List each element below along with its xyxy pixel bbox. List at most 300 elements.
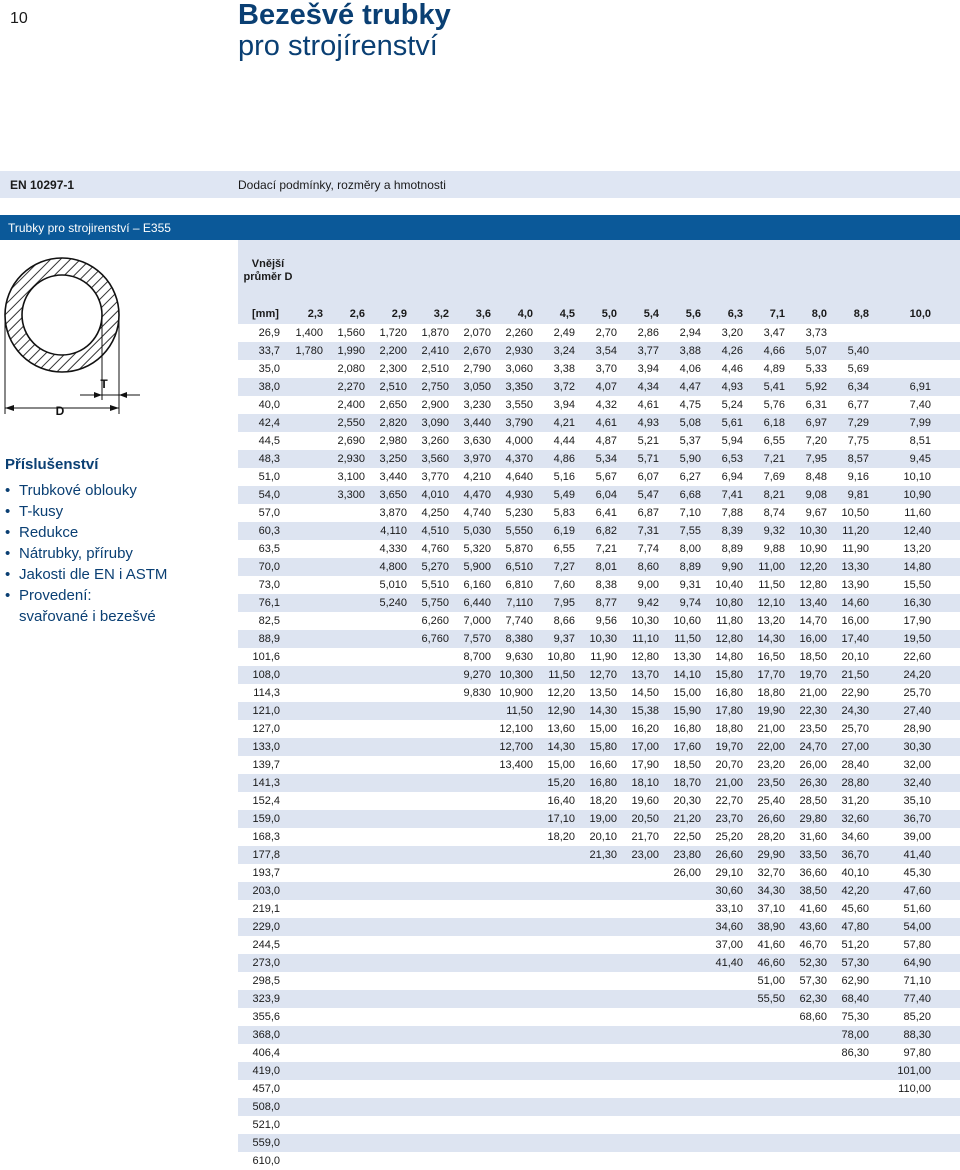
- weight-cell: 15,90: [673, 705, 701, 717]
- weight-cell: 85,20: [903, 1011, 931, 1023]
- weight-cell: 47,80: [841, 921, 869, 933]
- outer-diameter-cell: 159,0: [252, 813, 280, 825]
- header-wall-thickness: 5,4: [643, 308, 659, 320]
- weight-cell: 4,930: [505, 489, 533, 501]
- table-row: [238, 522, 960, 540]
- weight-cell: 4,800: [379, 561, 407, 573]
- table-row: [238, 684, 960, 702]
- weight-cell: 36,70: [903, 813, 931, 825]
- weight-cell: 15,20: [547, 777, 575, 789]
- weight-cell: 2,86: [637, 327, 659, 339]
- weight-cell: 5,71: [637, 453, 659, 465]
- weight-cell: 17,60: [673, 741, 701, 753]
- table-row: [238, 594, 960, 612]
- weight-cell: 42,20: [841, 885, 869, 897]
- weight-cell: 12,700: [499, 741, 533, 753]
- weight-cell: 4,93: [637, 417, 659, 429]
- outer-diameter-cell: 559,0: [252, 1137, 280, 1149]
- weight-cell: 3,440: [463, 417, 491, 429]
- weight-cell: 7,570: [463, 633, 491, 645]
- weight-cell: 34,60: [841, 831, 869, 843]
- weight-cell: 11,50: [674, 633, 701, 645]
- outer-diameter-cell: 108,0: [252, 669, 280, 681]
- weight-cell: 5,41: [763, 381, 785, 393]
- weight-cell: 15,50: [903, 579, 931, 591]
- weight-cell: 7,69: [763, 471, 785, 483]
- weight-cell: 8,57: [847, 453, 869, 465]
- outer-diameter-cell: 63,5: [258, 543, 280, 555]
- table-row: [238, 396, 960, 414]
- weight-cell: 19,60: [631, 795, 659, 807]
- table-row: [238, 936, 960, 954]
- weight-cell: 6,04: [595, 489, 617, 501]
- weight-cell: 5,33: [805, 363, 827, 375]
- outer-diameter-cell: 355,6: [252, 1011, 280, 1023]
- weight-cell: 2,650: [379, 399, 407, 411]
- weight-cell: 5,240: [379, 597, 407, 609]
- weight-cell: 57,80: [903, 939, 931, 951]
- weight-cell: 10,50: [841, 507, 869, 519]
- page-title: [238, 0, 451, 62]
- weight-cell: 1,780: [295, 345, 323, 357]
- outer-diameter-cell: 57,0: [258, 507, 280, 519]
- weight-cell: 6,55: [763, 435, 785, 447]
- outer-diameter-cell: 323,9: [252, 993, 280, 1005]
- weight-cell: 23,70: [715, 813, 743, 825]
- weight-cell: 10,900: [499, 687, 533, 699]
- weight-cell: 29,10: [715, 867, 743, 879]
- weight-cell: 5,900: [463, 561, 491, 573]
- weight-cell: 4,06: [679, 363, 701, 375]
- norm-bar: [0, 171, 960, 198]
- weight-cell: 2,900: [421, 399, 449, 411]
- weight-cell: 2,820: [379, 417, 407, 429]
- weight-cell: 6,77: [847, 399, 869, 411]
- outer-diameter-cell: 26,9: [258, 327, 280, 339]
- header-wall-thickness: 5,0: [601, 308, 617, 320]
- weight-cell: 25,20: [715, 831, 743, 843]
- weight-cell: 101,00: [897, 1065, 931, 1077]
- weight-cell: 9,81: [847, 489, 869, 501]
- table-row: [238, 1152, 960, 1170]
- weight-cell: 14,80: [903, 561, 931, 573]
- weight-cell: 2,750: [421, 381, 449, 393]
- outer-diameter-cell: 114,3: [253, 687, 280, 699]
- column-header-outer-diameter: [238, 258, 298, 284]
- weight-cell: 3,88: [679, 345, 701, 357]
- weight-cell: 3,73: [805, 327, 827, 339]
- weight-cell: 6,87: [637, 507, 659, 519]
- weight-cell: 9,16: [847, 471, 869, 483]
- weight-cell: 17,10: [547, 813, 575, 825]
- weight-cell: 5,510: [421, 579, 449, 591]
- table-row: [238, 324, 960, 342]
- weight-cell: 32,60: [841, 813, 869, 825]
- weight-cell: 14,10: [673, 669, 701, 681]
- weight-cell: 8,01: [595, 561, 617, 573]
- header-wall-thickness: 8,0: [811, 308, 827, 320]
- table-row: [238, 630, 960, 648]
- weight-cell: 25,70: [903, 687, 931, 699]
- weight-cell: 2,690: [337, 435, 365, 447]
- outer-diameter-cell: 521,0: [252, 1119, 280, 1131]
- weight-cell: 9,88: [763, 543, 785, 555]
- weight-cell: 4,87: [595, 435, 617, 447]
- weight-cell: 22,00: [757, 741, 785, 753]
- header-wall-thickness: 3,2: [433, 308, 449, 320]
- weight-cell: 21,70: [631, 831, 659, 843]
- weight-cell: 5,24: [721, 399, 743, 411]
- weight-cell: 18,80: [757, 687, 785, 699]
- weight-cell: 31,20: [841, 795, 869, 807]
- table-row: [238, 360, 960, 378]
- weight-cell: 38,50: [799, 885, 827, 897]
- section-title: Trubky pro strojirenství – E355: [8, 221, 171, 235]
- list-item: • Redukce: [5, 522, 167, 543]
- weight-cell: 5,40: [847, 345, 869, 357]
- weight-cell: 17,70: [757, 669, 785, 681]
- weight-cell: 5,69: [847, 363, 869, 375]
- label-d: D: [55, 404, 65, 418]
- outer-diameter-cell: 177,8: [252, 849, 280, 861]
- weight-cell: 7,88: [721, 507, 743, 519]
- weight-cell: 11,90: [842, 543, 869, 555]
- weight-cell: 16,20: [631, 723, 659, 735]
- weight-cell: 43,60: [799, 921, 827, 933]
- weight-cell: 7,20: [805, 435, 827, 447]
- weight-cell: 3,970: [463, 453, 491, 465]
- weight-cell: 8,77: [595, 597, 617, 609]
- weight-cell: 6,510: [505, 561, 533, 573]
- weight-cell: 5,67: [595, 471, 617, 483]
- weight-cell: 110,00: [898, 1083, 931, 1095]
- weight-cell: 13,60: [547, 723, 575, 735]
- weight-cell: 6,07: [637, 471, 659, 483]
- weight-cell: 4,370: [505, 453, 533, 465]
- weight-cell: 31,60: [799, 831, 827, 843]
- weight-cell: 3,230: [463, 399, 491, 411]
- weight-cell: 4,250: [421, 507, 449, 519]
- outer-diameter-cell: 40,0: [258, 399, 280, 411]
- weight-cell: 29,80: [799, 813, 827, 825]
- weight-cell: 8,39: [721, 525, 743, 537]
- table-row: [238, 540, 960, 558]
- weight-cell: 88,30: [903, 1029, 931, 1041]
- weight-cell: 2,94: [679, 327, 701, 339]
- weight-cell: 33,50: [799, 849, 827, 861]
- left-panel: [0, 240, 232, 1170]
- weight-cell: 25,70: [841, 723, 869, 735]
- weight-cell: 4,89: [763, 363, 785, 375]
- table-row: [238, 720, 960, 738]
- weight-cell: 30,30: [903, 741, 931, 753]
- weight-cell: 33,10: [715, 903, 743, 915]
- weight-cell: 15,00: [673, 687, 701, 699]
- table-row: [238, 612, 960, 630]
- weight-cell: 14,70: [799, 615, 827, 627]
- table-row: [238, 918, 960, 936]
- accessories-title: Příslušenství: [5, 456, 99, 473]
- weight-cell: 7,740: [505, 615, 533, 627]
- weight-cell: 11,80: [716, 615, 743, 627]
- weight-cell: 64,90: [903, 957, 931, 969]
- weight-cell: 9,32: [763, 525, 785, 537]
- weight-cell: 11,50: [758, 579, 785, 591]
- weight-cell: 8,60: [637, 561, 659, 573]
- outer-diameter-cell: 44,5: [258, 435, 280, 447]
- weight-cell: 23,00: [631, 849, 659, 861]
- weight-cell: 3,650: [379, 489, 407, 501]
- weight-cell: 9,90: [721, 561, 743, 573]
- weight-cell: 4,86: [553, 453, 575, 465]
- outer-diameter-cell: 38,0: [258, 381, 280, 393]
- table-row: [238, 558, 960, 576]
- weight-cell: 22,90: [841, 687, 869, 699]
- weight-cell: 9,31: [679, 579, 701, 591]
- weight-cell: 28,40: [841, 759, 869, 771]
- weight-cell: 6,160: [463, 579, 491, 591]
- weight-cell: 3,440: [379, 471, 407, 483]
- weight-cell: 32,40: [903, 777, 931, 789]
- weight-cell: 3,350: [505, 381, 533, 393]
- weight-cell: 18,20: [589, 795, 617, 807]
- weight-cell: 34,30: [757, 885, 785, 897]
- weight-cell: 9,42: [637, 597, 659, 609]
- weight-cell: 29,90: [757, 849, 785, 861]
- weight-cell: 7,40: [909, 399, 931, 411]
- weight-cell: 13,20: [903, 543, 931, 555]
- weight-cell: 12,80: [631, 651, 659, 663]
- weight-cell: 4,510: [421, 525, 449, 537]
- weight-cell: 4,010: [421, 489, 449, 501]
- outer-diameter-cell: 33,7: [258, 345, 280, 357]
- weight-cell: 6,18: [763, 417, 785, 429]
- outer-diameter-cell: 76,1: [258, 597, 280, 609]
- outer-diameter-cell: 42,4: [258, 417, 280, 429]
- weight-cell: 3,100: [337, 471, 365, 483]
- weight-cell: 8,21: [763, 489, 785, 501]
- outer-diameter-cell: 298,5: [252, 975, 280, 987]
- weight-cell: 24,30: [841, 705, 869, 717]
- table-row: [238, 1080, 960, 1098]
- weight-cell: 3,94: [553, 399, 575, 411]
- weight-cell: 26,00: [673, 867, 701, 879]
- table-row: [238, 468, 960, 486]
- weight-cell: 17,80: [715, 705, 743, 717]
- weight-cell: 11,50: [548, 669, 575, 681]
- weight-cell: 20,30: [673, 795, 701, 807]
- weight-cell: 11,90: [590, 651, 617, 663]
- weight-cell: 3,550: [505, 399, 533, 411]
- weight-cell: 10,90: [903, 489, 931, 501]
- weight-cell: 17,90: [903, 615, 931, 627]
- table-row: [238, 1062, 960, 1080]
- weight-cell: 2,930: [505, 345, 533, 357]
- weight-cell: 13,90: [841, 579, 869, 591]
- weight-cell: 5,37: [679, 435, 701, 447]
- outer-diameter-cell: 88,9: [258, 633, 280, 645]
- weight-cell: 19,90: [757, 705, 785, 717]
- table-row: [238, 648, 960, 666]
- weight-cell: 22,70: [715, 795, 743, 807]
- weight-cell: 7,95: [805, 453, 827, 465]
- weight-cell: 62,30: [799, 993, 827, 1005]
- weight-cell: 8,38: [595, 579, 617, 591]
- table-row: [238, 702, 960, 720]
- weight-cell: 2,930: [337, 453, 365, 465]
- weight-cell: 51,60: [903, 903, 931, 915]
- weight-cell: 27,00: [841, 741, 869, 753]
- weight-cell: 6,41: [595, 507, 617, 519]
- table-row: [238, 954, 960, 972]
- weight-cell: 7,95: [553, 597, 575, 609]
- weight-cell: 5,49: [553, 489, 575, 501]
- table-row: [238, 1026, 960, 1044]
- header-label-line-1: Vnější: [251, 258, 285, 270]
- weight-cell: 5,08: [679, 417, 701, 429]
- weight-cell: 2,70: [595, 327, 617, 339]
- weight-cell: 4,34: [637, 381, 659, 393]
- weight-cell: 18,80: [715, 723, 743, 735]
- weight-cell: 11,20: [842, 525, 869, 537]
- weight-cell: 6,760: [421, 633, 449, 645]
- outer-diameter-cell: 203,0: [252, 885, 280, 897]
- weight-cell: 14,30: [757, 633, 785, 645]
- weight-cell: 3,300: [337, 489, 365, 501]
- weight-cell: 7,31: [637, 525, 659, 537]
- outer-diameter-cell: 121,0: [252, 705, 280, 717]
- outer-diameter-cell: 141,3: [252, 777, 280, 789]
- weight-cell: 2,510: [421, 363, 449, 375]
- weight-cell: 46,70: [799, 939, 827, 951]
- weight-cell: 7,21: [763, 453, 785, 465]
- weight-cell: 35,10: [903, 795, 931, 807]
- weight-cell: 75,30: [841, 1011, 869, 1023]
- outer-diameter-cell: 133,0: [252, 741, 280, 753]
- weight-cell: 41,40: [715, 957, 743, 969]
- weight-cell: 18,70: [673, 777, 701, 789]
- list-item: • T-kusy: [5, 501, 167, 522]
- weight-cell: 26,30: [799, 777, 827, 789]
- weight-cell: 1,720: [379, 327, 407, 339]
- weight-cell: 11,00: [758, 561, 785, 573]
- table-row: [238, 486, 960, 504]
- outer-diameter-cell: 51,0: [258, 471, 280, 483]
- weight-cell: 12,40: [903, 525, 931, 537]
- weight-cell: 3,72: [553, 381, 575, 393]
- weight-cell: 97,80: [903, 1047, 931, 1059]
- weight-cell: 4,740: [463, 507, 491, 519]
- weight-cell: 16,30: [903, 597, 931, 609]
- weight-cell: 13,30: [841, 561, 869, 573]
- weight-cell: 7,21: [595, 543, 617, 555]
- weight-cell: 21,00: [757, 723, 785, 735]
- weight-cell: 21,50: [841, 669, 869, 681]
- weight-cell: 25,40: [757, 795, 785, 807]
- weight-cell: 4,46: [721, 363, 743, 375]
- outer-diameter-cell: 82,5: [258, 615, 280, 627]
- weight-cell: 4,44: [553, 435, 575, 447]
- weight-cell: 6,55: [553, 543, 575, 555]
- table-row: [238, 846, 960, 864]
- weight-cell: 21,00: [715, 777, 743, 789]
- weight-cell: 12,90: [547, 705, 575, 717]
- header-wall-thickness: 4,0: [517, 308, 533, 320]
- weight-cell: 8,89: [679, 561, 701, 573]
- weight-cell: 36,60: [799, 867, 827, 879]
- weight-cell: 7,000: [463, 615, 491, 627]
- weight-cell: 16,00: [841, 615, 869, 627]
- weight-cell: 2,080: [337, 363, 365, 375]
- table-row: [238, 342, 960, 360]
- table-row: [238, 774, 960, 792]
- table-row: [238, 828, 960, 846]
- weight-cell: 6,19: [553, 525, 575, 537]
- weight-cell: 13,400: [499, 759, 533, 771]
- weight-cell: 4,61: [595, 417, 617, 429]
- weight-cell: 5,750: [421, 597, 449, 609]
- weight-cell: 21,00: [799, 687, 827, 699]
- header-wall-thickness: 7,1: [769, 308, 785, 320]
- weight-cell: 6,260: [421, 615, 449, 627]
- weight-cell: 4,66: [763, 345, 785, 357]
- weight-cell: 13,20: [757, 615, 785, 627]
- weight-cell: 39,00: [903, 831, 931, 843]
- weight-cell: 6,31: [805, 399, 827, 411]
- weight-cell: 8,48: [805, 471, 827, 483]
- weight-cell: 16,80: [589, 777, 617, 789]
- weight-cell: 5,870: [505, 543, 533, 555]
- weight-cell: 7,55: [679, 525, 701, 537]
- weight-cell: 5,61: [721, 417, 743, 429]
- weight-cell: 10,30: [631, 615, 659, 627]
- weight-cell: 3,260: [421, 435, 449, 447]
- list-item: • Jakosti dle EN i ASTM: [5, 564, 167, 585]
- outer-diameter-cell: 193,7: [252, 867, 280, 879]
- weight-cell: 4,07: [595, 381, 617, 393]
- weight-cell: 6,53: [721, 453, 743, 465]
- weight-cell: 2,790: [463, 363, 491, 375]
- label-t: T: [100, 377, 108, 391]
- weight-cell: 40,10: [841, 867, 869, 879]
- weight-cell: 28,50: [799, 795, 827, 807]
- weight-cell: 9,270: [463, 669, 491, 681]
- weight-cell: 26,60: [715, 849, 743, 861]
- weight-cell: 19,50: [903, 633, 931, 645]
- weight-cell: 6,68: [679, 489, 701, 501]
- weight-cell: 38,90: [757, 921, 785, 933]
- weight-cell: 20,50: [631, 813, 659, 825]
- weight-cell: 11,10: [632, 633, 659, 645]
- outer-diameter-cell: 508,0: [252, 1101, 280, 1113]
- norm-description: Dodací podmínky, rozměry a hmotnosti: [238, 178, 446, 192]
- weight-cell: 22,60: [903, 651, 931, 663]
- outer-diameter-cell: 127,0: [252, 723, 280, 735]
- weight-cell: 5,21: [637, 435, 659, 447]
- weight-cell: 5,270: [421, 561, 449, 573]
- weight-cell: 5,34: [595, 453, 617, 465]
- weight-cell: 7,110: [506, 597, 533, 609]
- weight-cell: 13,30: [673, 651, 701, 663]
- weight-cell: 16,60: [589, 759, 617, 771]
- weight-cell: 34,60: [715, 921, 743, 933]
- weight-cell: 6,94: [721, 471, 743, 483]
- weight-cell: 12,20: [547, 687, 575, 699]
- table-row: [238, 450, 960, 468]
- outer-diameter-cell: 48,3: [258, 453, 280, 465]
- table-row: [238, 972, 960, 990]
- weight-cell: 10,30: [589, 633, 617, 645]
